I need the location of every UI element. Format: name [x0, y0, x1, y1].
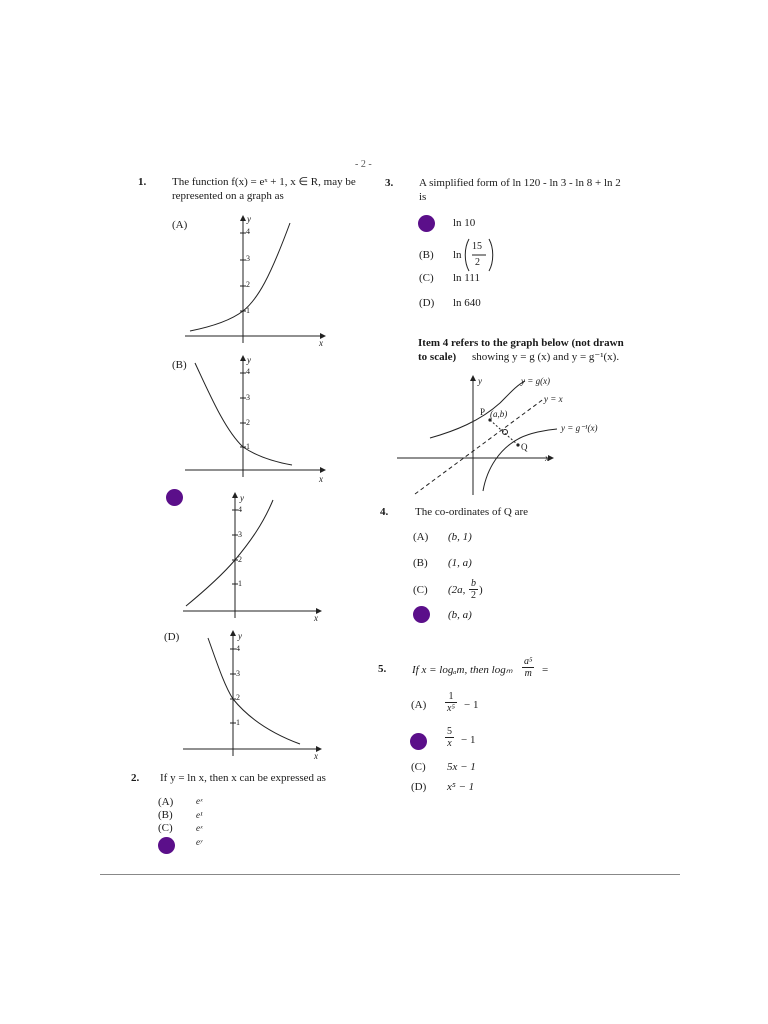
q1-graph-c: [178, 492, 328, 622]
q2-option-b-label[interactable]: (B): [158, 809, 173, 821]
q2-option-c-text[interactable]: eˣ: [196, 823, 203, 833]
q1-graph-b-x-label: x: [319, 474, 323, 484]
q1-option-a-label[interactable]: (A): [172, 219, 188, 231]
page-number: - 2 -: [355, 159, 372, 170]
q5-option-a-denominator: x⁵: [447, 703, 455, 714]
q4-stem: The co-ordinates of Q are: [415, 506, 529, 518]
q1-graph-b: [180, 355, 330, 480]
item4-graph-label-ginv: y = g⁻¹(x): [561, 423, 598, 433]
q5-stem-pre: If x = logₐm, then logₘ: [412, 664, 513, 676]
q4-option-d-selected-bubble[interactable]: [413, 606, 430, 623]
q2-option-d-text[interactable]: eʸ: [196, 837, 203, 847]
q5-option-b-selected-bubble[interactable]: [410, 733, 427, 750]
q5-option-a-post[interactable]: − 1: [464, 699, 479, 711]
q3-option-d-label[interactable]: (D): [419, 297, 435, 309]
q5-option-b-post[interactable]: − 1: [461, 734, 476, 746]
q1-graph-a-tick-1: 1: [246, 306, 250, 315]
q4-option-c-denominator: 2: [471, 590, 476, 601]
q1-option-b-label[interactable]: (B): [172, 359, 187, 371]
q1-graph-c-y-label: y: [240, 493, 244, 503]
item4-graph-label-Q: Q: [521, 442, 528, 452]
q1-graph-c-x-label: x: [314, 613, 318, 623]
q3-option-c-label[interactable]: (C): [419, 272, 434, 284]
q3-option-b-denominator[interactable]: 2: [475, 257, 480, 268]
q1-graph-b-y-label: y: [247, 355, 251, 365]
q1-graph-b-tick-1: 1: [246, 442, 250, 451]
q2-option-a-label[interactable]: (A): [158, 796, 174, 808]
q3-option-a-text[interactable]: ln 10: [453, 217, 476, 229]
q5-option-d-text[interactable]: x⁵ − 1: [447, 781, 475, 793]
q3-stem-line2: is: [419, 191, 427, 203]
q5-stem-numerator: a⁵: [524, 656, 533, 667]
page-bottom-rule: [100, 874, 680, 875]
q1-graph-c-tick-3: 3: [238, 530, 242, 539]
item4-graph-label-P: P: [480, 407, 486, 417]
q1-graph-d-tick-2: 2: [236, 693, 240, 702]
q3-option-a-selected-bubble[interactable]: [418, 215, 435, 232]
q1-stem-line1: The function f(x) = eˣ + 1, x ∈ R, may be: [172, 176, 356, 188]
q1-stem-line2: represented on a graph as: [172, 190, 284, 202]
q1-graph-b-tick-3: 3: [246, 393, 250, 402]
q1-graph-d-tick-1: 1: [236, 718, 240, 727]
q1-graph-d-y-label: y: [238, 631, 242, 641]
q1-graph-a-tick-3: 3: [246, 254, 250, 263]
q4-option-c-numerator: b: [471, 578, 476, 589]
q4-option-b-label[interactable]: (B): [413, 557, 428, 569]
q1-graph-b-tick-2: 2: [246, 418, 250, 427]
q4-option-a-text[interactable]: (b, 1): [448, 531, 472, 543]
q2-stem: If y = ln x, then x can be expressed as: [160, 772, 326, 784]
item4-graph-label-yx: y = x: [544, 394, 563, 404]
q4-option-c-label[interactable]: (C): [413, 584, 428, 596]
q3-option-b-prefix[interactable]: ln: [453, 249, 462, 261]
q3-option-d-text[interactable]: ln 640: [453, 297, 481, 309]
q5-stem-post: =: [542, 664, 549, 676]
q1-graph-a-y-label: y: [247, 214, 251, 224]
q4-option-d-text[interactable]: (b, a): [448, 609, 472, 621]
q3-number: 3.: [385, 177, 394, 189]
item4-intro-line2-bold: to scale): [418, 351, 457, 363]
q2-option-c-label[interactable]: (C): [158, 822, 173, 834]
q4-option-a-label[interactable]: (A): [413, 531, 429, 543]
q2-option-b-text[interactable]: e¹: [196, 810, 203, 820]
q5-stem-denominator: m: [524, 668, 532, 679]
q5-number: 5.: [378, 663, 387, 675]
q1-graph-d-tick-3: 3: [236, 669, 240, 678]
q4-option-c-post[interactable]: ): [479, 584, 483, 596]
q3-option-c-text[interactable]: ln 111: [453, 272, 480, 284]
q4-number: 4.: [380, 506, 389, 518]
q2-number: 2.: [131, 772, 140, 784]
q5-option-d-label[interactable]: (D): [411, 781, 427, 793]
q1-graph-d-x-label: x: [314, 751, 318, 761]
item4-intro-line2-rest: showing y = g (x) and y = g⁻¹(x).: [472, 351, 620, 363]
q1-graph-c-tick-2: 2: [238, 555, 242, 564]
item4-graph-x-axis-label: x: [545, 453, 549, 463]
q3-option-b-numerator[interactable]: 15: [472, 241, 482, 252]
q5-option-b-denominator: x: [447, 738, 452, 749]
item4-graph-label-gx: y = g(x): [521, 376, 551, 386]
item4-graph: [395, 373, 565, 498]
q5-option-b-numerator: 5: [447, 726, 452, 737]
q5-stem-fraction: [522, 656, 534, 679]
q1-number: 1.: [138, 176, 147, 188]
q5-option-c-text[interactable]: 5x − 1: [447, 761, 476, 773]
q5-option-b-fraction[interactable]: [445, 726, 454, 749]
q2-option-d-selected-bubble[interactable]: [158, 837, 175, 854]
q3-option-b-label[interactable]: (B): [419, 249, 434, 261]
q1-graph-d: [178, 630, 328, 760]
q5-option-a-numerator: 1: [445, 691, 457, 703]
item4-intro-line1: Item 4 refers to the graph below (not drawn: [418, 337, 624, 349]
q4-option-c-fraction[interactable]: [469, 578, 478, 601]
q4-option-b-text[interactable]: (1, a): [448, 557, 472, 569]
q3-stem-line1: A simplified form of ln 120 - ln 3 - ln 8 + ln 2: [419, 177, 621, 189]
q1-graph-a-x-label: x: [319, 338, 323, 348]
q1-graph-a-tick-2: 2: [246, 280, 250, 289]
q1-graph-c-tick-4: 4: [238, 505, 242, 514]
q5-option-c-label[interactable]: (C): [411, 761, 426, 773]
q4-option-c-pre[interactable]: (2a,: [448, 584, 466, 596]
q1-option-d-label[interactable]: (D): [164, 631, 180, 643]
q1-graph-a-tick-4: 4: [246, 227, 250, 236]
item4-graph-y-axis-label: y: [478, 376, 482, 386]
q5-option-a-label[interactable]: (A): [411, 699, 427, 711]
q5-option-a-fraction[interactable]: [445, 691, 457, 714]
q2-option-a-text[interactable]: eˣ: [196, 796, 203, 806]
q1-graph-c-tick-1: 1: [238, 579, 242, 588]
item4-graph-label-ab: (a,b): [490, 409, 508, 419]
q1-graph-b-tick-4: 4: [246, 367, 250, 376]
q1-graph-a: [180, 215, 330, 345]
q1-graph-d-tick-4: 4: [236, 644, 240, 653]
